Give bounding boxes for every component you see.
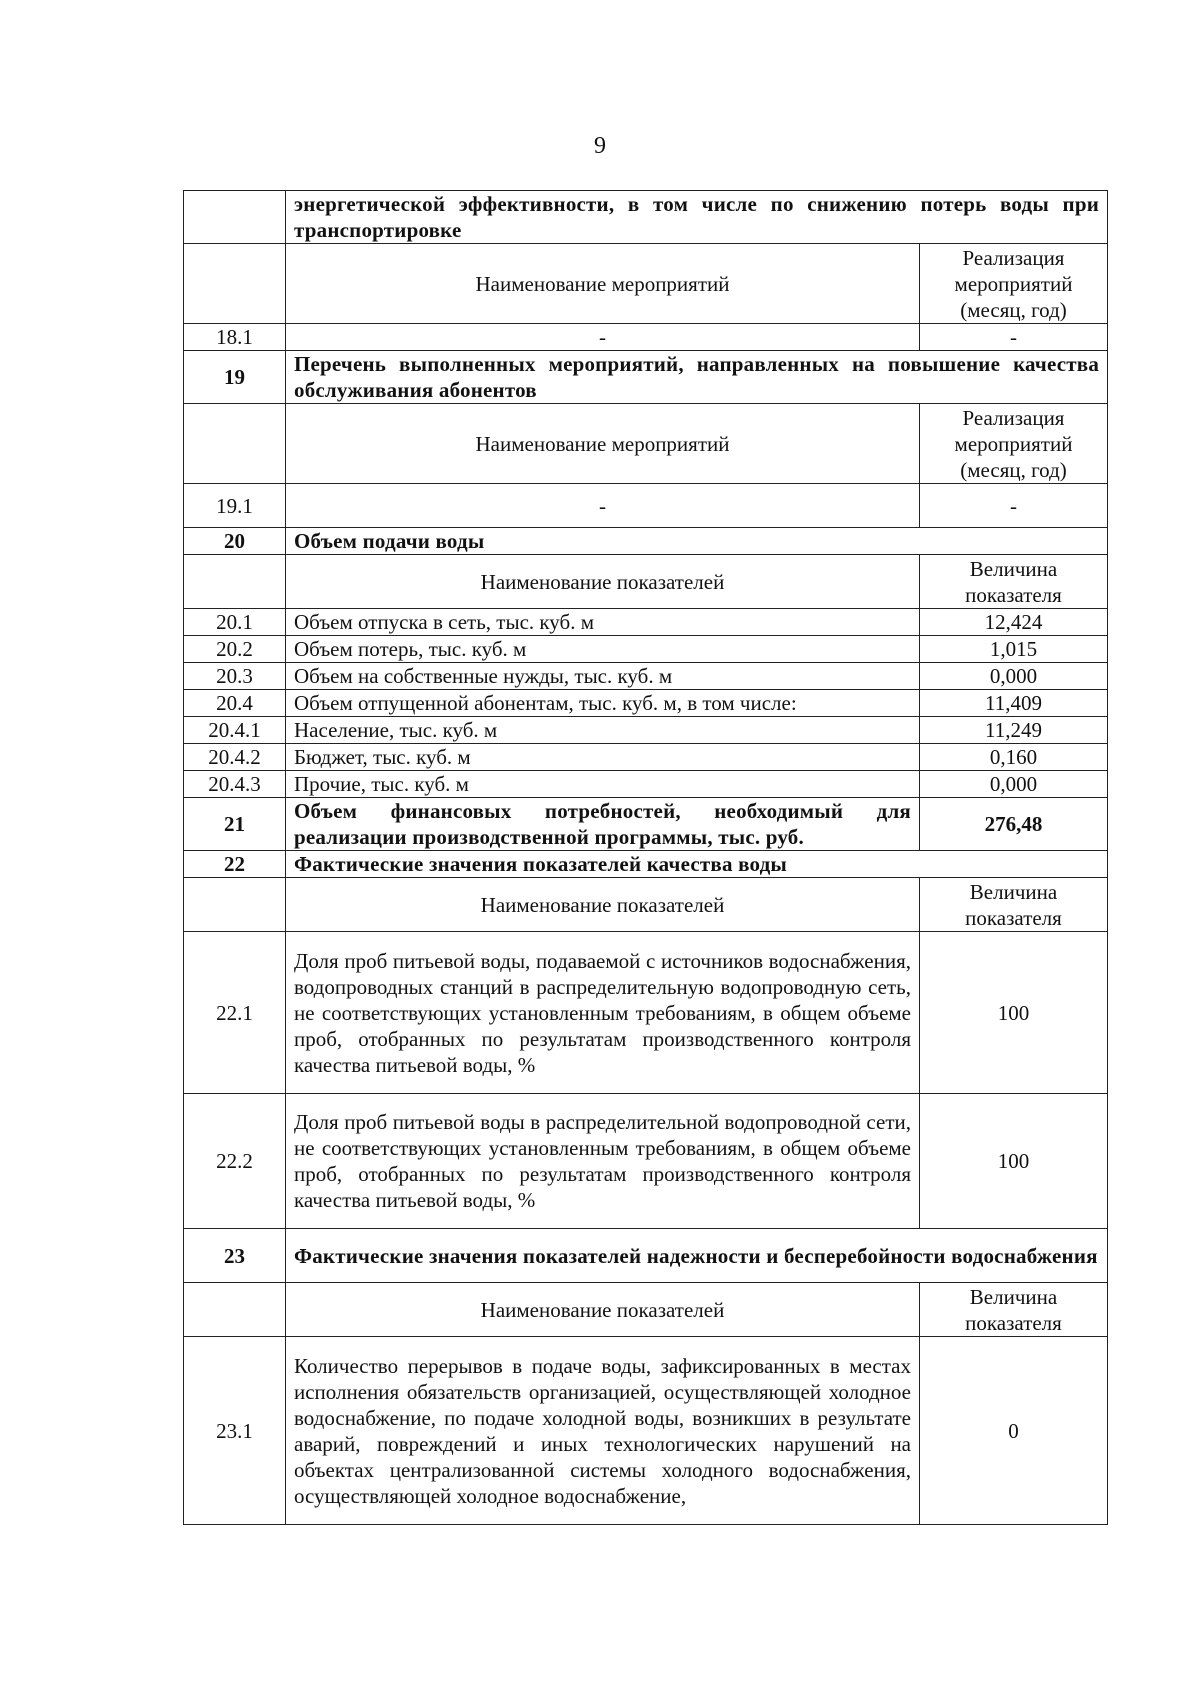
section-22-title-row <box>184 851 1108 878</box>
section-23-title-row <box>184 1229 1108 1283</box>
section-number: 21 <box>184 798 286 851</box>
page-number: 9 <box>594 133 606 159</box>
section-number: 19 <box>184 351 286 404</box>
row-value: 1,015 <box>920 636 1108 663</box>
section-title: Фактические значения показателей надежности и бесперебойности водоснабжения <box>286 1229 1108 1283</box>
table-row <box>184 1094 1108 1229</box>
section-title: Объем финансовых потребностей, необходимый для реализации производственной программы, тыс. руб. <box>286 798 920 851</box>
section-18-header-row <box>184 244 1108 324</box>
column-header-value: Величина показателя <box>920 1283 1108 1337</box>
section-19-title-row <box>184 351 1108 404</box>
row-number: 22.1 <box>184 932 286 1094</box>
row-name: Прочие, тыс. куб. м <box>286 771 920 798</box>
row-name: - <box>286 484 920 528</box>
section-21-row <box>184 798 1108 851</box>
table-row <box>184 744 1108 771</box>
column-header-name: Наименование мероприятий <box>286 244 920 324</box>
table-row <box>184 484 1108 528</box>
section-title: Объем подачи воды <box>286 528 1108 555</box>
row-value: - <box>920 324 1108 351</box>
table-row <box>184 771 1108 798</box>
row-number: 19.1 <box>184 484 286 528</box>
row-value: 0,000 <box>920 771 1108 798</box>
row-value: 0,000 <box>920 663 1108 690</box>
table-row <box>184 636 1108 663</box>
section-18-title-row <box>184 191 1108 244</box>
row-number: 20.1 <box>184 609 286 636</box>
table-row <box>184 663 1108 690</box>
row-name: Бюджет, тыс. куб. м <box>286 744 920 771</box>
column-header-value: Величина показателя <box>920 555 1108 609</box>
row-name: Количество перерывов в подаче воды, зафиксированных в местах исполнения обязательств организацией, осуществляющей холодное водоснабжение, по подаче холодной воды, возникших в результате аварий, повреждений и иных технологических нарушений на объектах централизованной системы холодного водоснабжения, осуществляющей холодное водоснабжение, <box>286 1337 920 1525</box>
column-header-name: Наименование мероприятий <box>286 404 920 484</box>
row-number: 20.4.1 <box>184 717 286 744</box>
section-title: Перечень выполненных мероприятий, направленных на повышение качества обслуживания абонентов <box>286 351 1108 404</box>
row-value: 100 <box>920 1094 1108 1229</box>
row-name: Доля проб питьевой воды в распределительной водопроводной сети, не соответствующих установленным требованиям, в общем объеме проб, отобранных по результатам производственного контроля качества питьевой воды, % <box>286 1094 920 1229</box>
row-number: 20.3 <box>184 663 286 690</box>
section-22-header-row <box>184 878 1108 932</box>
row-number: 23.1 <box>184 1337 286 1525</box>
column-header-name: Наименование показателей <box>286 555 920 609</box>
section-number: 22 <box>184 851 286 878</box>
table-row <box>184 932 1108 1094</box>
row-name: Объем потерь, тыс. куб. м <box>286 636 920 663</box>
table-row <box>184 717 1108 744</box>
row-number: 20.4.3 <box>184 771 286 798</box>
column-header-value: Реализация мероприятий (месяц, год) <box>920 404 1108 484</box>
section-20-header-row <box>184 555 1108 609</box>
row-name: - <box>286 324 920 351</box>
row-value: 0,160 <box>920 744 1108 771</box>
row-value: 0 <box>920 1337 1108 1525</box>
row-name: Объем отпуска в сеть, тыс. куб. м <box>286 609 920 636</box>
row-value: - <box>920 484 1108 528</box>
row-name: Население, тыс. куб. м <box>286 717 920 744</box>
table-row <box>184 324 1108 351</box>
section-23-header-row <box>184 1283 1108 1337</box>
row-number: 20.2 <box>184 636 286 663</box>
table-row <box>184 609 1108 636</box>
column-header-name: Наименование показателей <box>286 878 920 932</box>
section-number: 20 <box>184 528 286 555</box>
row-number: 20.4.2 <box>184 744 286 771</box>
row-value: 276,48 <box>920 798 1108 851</box>
row-value: 11,249 <box>920 717 1108 744</box>
column-header-name: Наименование показателей <box>286 1283 920 1337</box>
row-number: 18.1 <box>184 324 286 351</box>
production-program-table <box>183 190 1108 1525</box>
row-name: Объем отпущенной абонентам, тыс. куб. м, в том числе: <box>286 690 920 717</box>
row-value: 12,424 <box>920 609 1108 636</box>
column-header-value: Реализация мероприятий (месяц, год) <box>920 244 1108 324</box>
row-name: Объем на собственные нужды, тыс. куб. м <box>286 663 920 690</box>
section-title: Фактические значения показателей качества воды <box>286 851 1108 878</box>
row-name: Доля проб питьевой воды, подаваемой с источников водоснабжения, водопроводных станций в распределительную водопроводную сеть, не соответствующих установленным требованиям, в общем объеме проб, отобранных по результатам производственного контроля качества питьевой воды, % <box>286 932 920 1094</box>
row-value: 100 <box>920 932 1108 1094</box>
section-title: энергетической эффективности, в том числе по снижению потерь воды при транспортировке <box>286 191 1108 244</box>
section-number: 23 <box>184 1229 286 1283</box>
table-row <box>184 690 1108 717</box>
row-number: 20.4 <box>184 690 286 717</box>
section-19-header-row <box>184 404 1108 484</box>
row-number: 22.2 <box>184 1094 286 1229</box>
table-row <box>184 1337 1108 1525</box>
row-value: 11,409 <box>920 690 1108 717</box>
column-header-value: Величина показателя <box>920 878 1108 932</box>
section-20-title-row <box>184 528 1108 555</box>
